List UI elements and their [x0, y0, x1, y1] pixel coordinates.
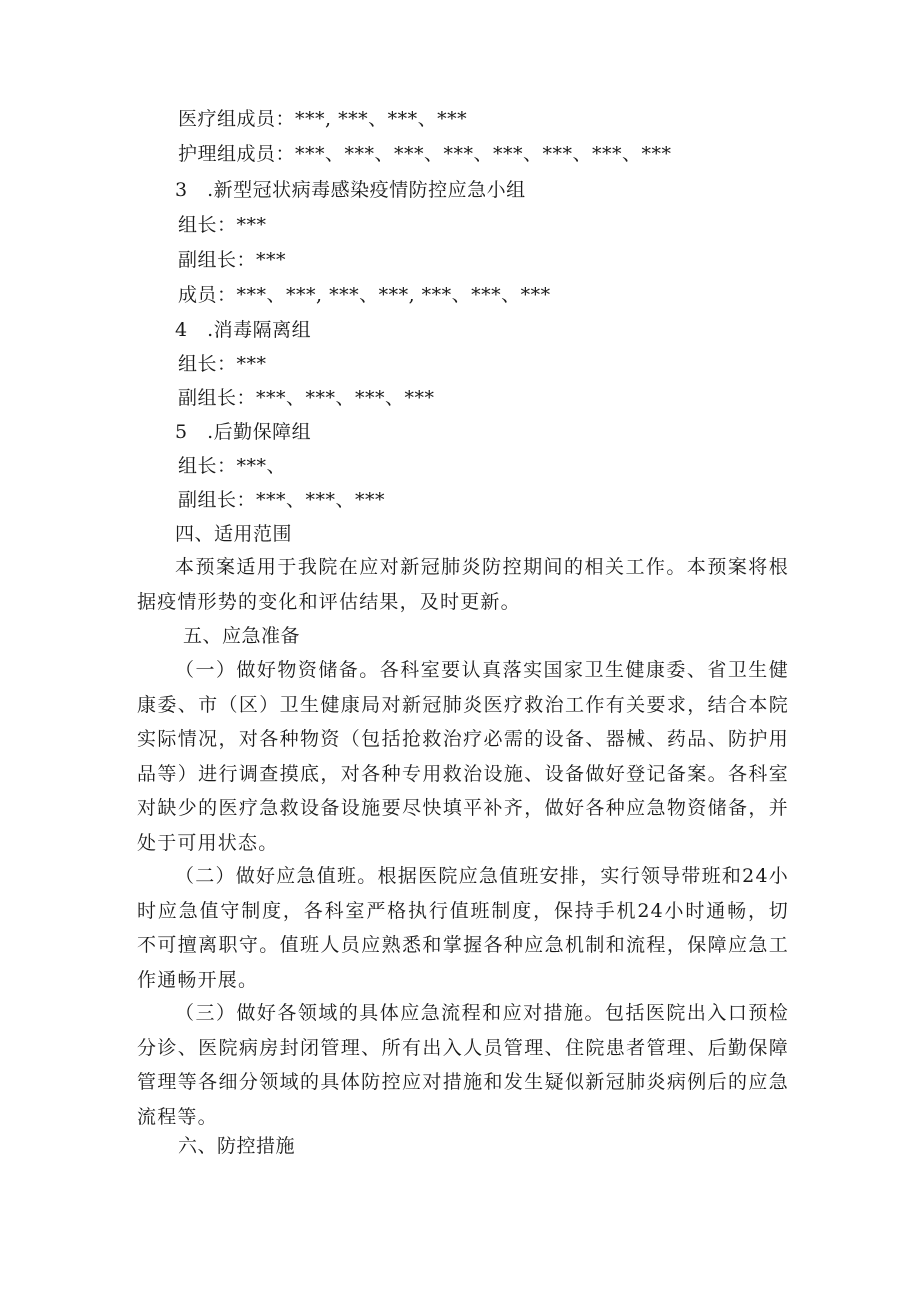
group3-members: 成员：***、***, ***、***, ***、***、***: [178, 284, 551, 306]
group5-leader: 组长：***、: [178, 455, 287, 477]
prep-supplies-paragraph: （一）做好物资储备。各科室要认真落实国家卫生健康委、省卫生健康委、市（区）卫生健康局对新冠肺炎医疗救治工作有关要求，结合本院实际情况，对各种物资（包括抢救治疗必需的设备、器械、药品、防护用品等）进行调查摸底，对各种专用救治设施、设备做好登记备案。各科室对缺少的医疗急救设备设施要尽快填平补齐，做好各种应急物资储备，并处于可用状态。: [137, 659, 789, 854]
group3-deputy: 副组长：***: [178, 249, 287, 271]
heading-group-5: 5 .后勤保障组: [175, 421, 312, 443]
section-5-title: 五、应急准备: [183, 625, 301, 647]
section-4-title: 四、适用范围: [175, 523, 293, 545]
prep-procedures-paragraph: （三）做好各领域的具体应急流程和应对措施。包括医院出入口预检分诊、医院病房封闭管理、所有出入人员管理、住院患者管理、后勤保障管理等各细分领域的具体防控应对措施和发生疑似新冠肺炎病例后的应急流程等。: [137, 1002, 789, 1128]
group3-leader: 组长：***: [178, 214, 267, 236]
medical-group-members: 医疗组成员：***, ***、***、***: [178, 108, 468, 130]
group4-deputy: 副组长：***、***、***、***: [178, 387, 435, 409]
prep-duty-paragraph: （二）做好应急值班。根据医院应急值班安排，实行领导带班和24小时应急值守制度，各科室严格执行值班制度，保持手机24小时通畅，切不可擅离职守。值班人员应熟悉和掌握各种应急机制和流程，保障应急工作通畅开展。: [137, 865, 789, 991]
group5-deputy: 副组长：***、***、***: [178, 489, 386, 511]
group4-leader: 组长：***: [178, 353, 267, 375]
section-6-title: 六、防控措施: [178, 1135, 296, 1157]
scope-paragraph: 本预案适用于我院在应对新冠肺炎防控期间的相关工作。本预案将根据疫情形势的变化和评估结果，及时更新。: [137, 556, 789, 613]
nursing-group-members: 护理组成员：***、***、***、***、***、***、***、***: [178, 143, 672, 165]
heading-group-3: 3 .新型冠状病毒感染疫情防控应急小组: [175, 179, 526, 201]
heading-group-4: 4 .消毒隔离组: [175, 319, 312, 341]
